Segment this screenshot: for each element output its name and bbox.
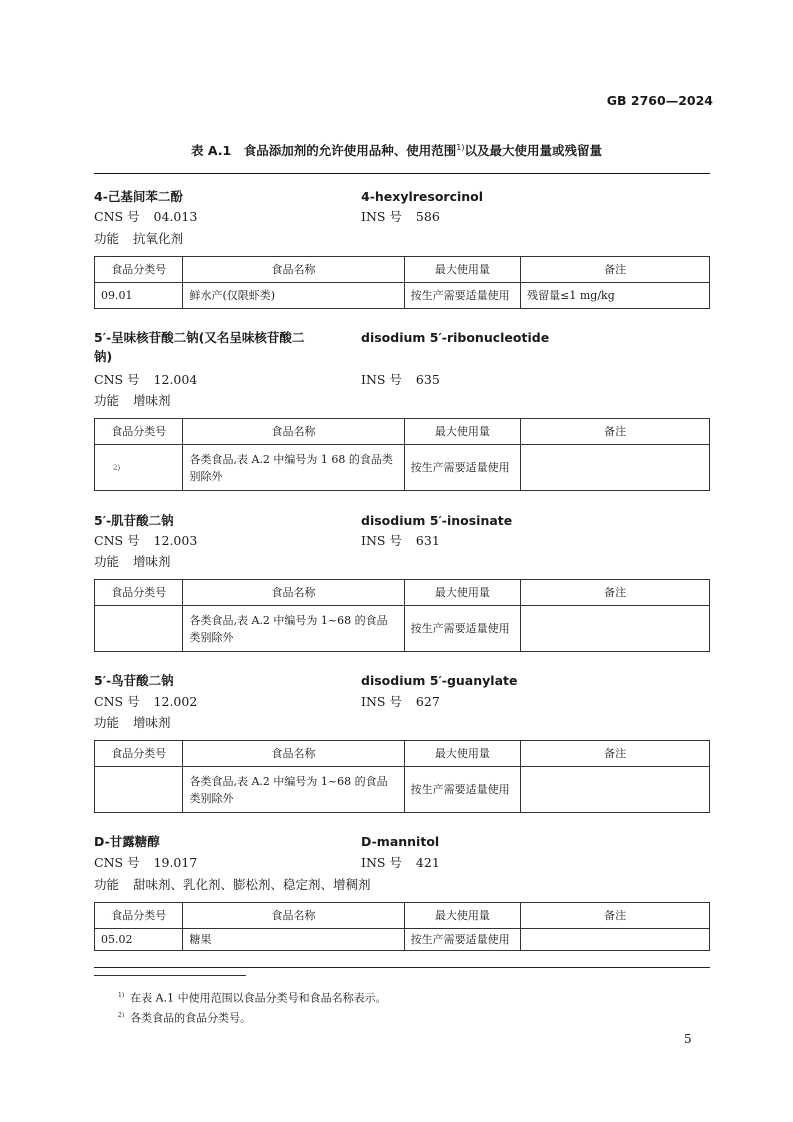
footnote-1 bbox=[118, 988, 387, 1007]
entry-2-table bbox=[94, 418, 710, 491]
cell-food: 鲜水产(仅限虾类) bbox=[183, 283, 404, 309]
col-header-code: 食品分类号 bbox=[95, 257, 183, 283]
page-number: 5 bbox=[684, 1032, 692, 1046]
footnote-text: 各类食品的食品分类号。 bbox=[130, 1011, 252, 1025]
col-header-note: 备注 bbox=[521, 580, 710, 606]
cell-food: 糖果 bbox=[183, 929, 404, 951]
col-header-note: 备注 bbox=[521, 741, 710, 767]
cell-food: 各类食品,表 A.2 中编号为 1~68 的食品类别除外 bbox=[183, 606, 404, 652]
cell-note: 残留量≤1 mg/kg bbox=[521, 283, 710, 309]
cns-value: 19.017 bbox=[153, 855, 198, 870]
footnote-mark: 1) bbox=[118, 992, 125, 999]
entry-5-cn-name: D-甘露糖醇 bbox=[94, 834, 160, 849]
function-label: 功能 bbox=[94, 393, 120, 408]
cns-value: 12.004 bbox=[153, 372, 198, 387]
cns-label: CNS 号 bbox=[94, 209, 140, 224]
ins-value: 586 bbox=[415, 209, 440, 224]
entry-2-ins bbox=[361, 371, 440, 389]
entry-3-function bbox=[94, 553, 171, 571]
col-header-note: 备注 bbox=[521, 903, 710, 929]
ins-label: INS 号 bbox=[361, 209, 402, 224]
cell-note bbox=[521, 767, 710, 813]
function-value: 增味剂 bbox=[133, 554, 171, 569]
cell-max: 按生产需要适量使用 bbox=[404, 767, 521, 813]
cell-code bbox=[95, 606, 183, 652]
entry-3-ins bbox=[361, 532, 440, 550]
entry-4-function bbox=[94, 714, 171, 732]
cell-code-footnote-mark: 2) bbox=[113, 464, 121, 472]
entry-4-en-name: disodium 5′-guanylate bbox=[361, 673, 518, 688]
col-header-code: 食品分类号 bbox=[95, 903, 183, 929]
cell-food: 各类食品,表 A.2 中编号为 1 68 的食品类别除外 bbox=[183, 445, 404, 491]
col-header-max: 最大使用量 bbox=[404, 741, 521, 767]
entry-1-en-name: 4-hexylresorcinol bbox=[361, 189, 484, 204]
entry-1-ins bbox=[361, 208, 440, 226]
cell-food: 各类食品,表 A.2 中编号为 1~68 的食品类别除外 bbox=[183, 767, 404, 813]
entry-2-cn-name-line1: 5′-呈味核苷酸二钠(又名呈味核苷酸二 bbox=[94, 330, 305, 345]
ins-label: INS 号 bbox=[361, 694, 402, 709]
col-header-note: 备注 bbox=[521, 419, 710, 445]
table-title-text: 表 A.1 食品添加剂的允许使用品种、使用范围 bbox=[191, 143, 457, 158]
col-header-max: 最大使用量 bbox=[404, 257, 521, 283]
entry-2-cns bbox=[94, 371, 197, 389]
entry-4-table bbox=[94, 740, 710, 813]
function-label: 功能 bbox=[94, 715, 120, 730]
entry-3-table bbox=[94, 579, 710, 652]
entry-1-cn-name: 4-己基间苯二酚 bbox=[94, 189, 183, 204]
entry-5-function bbox=[94, 876, 371, 894]
entry-5-cns bbox=[94, 854, 197, 872]
col-header-food: 食品名称 bbox=[183, 741, 404, 767]
col-header-food: 食品名称 bbox=[183, 419, 404, 445]
col-header-max: 最大使用量 bbox=[404, 903, 521, 929]
cns-value: 12.002 bbox=[153, 694, 198, 709]
entry-5-ins bbox=[361, 854, 440, 872]
table-title bbox=[0, 141, 793, 159]
cell-max: 按生产需要适量使用 bbox=[404, 445, 521, 491]
table-title-footnote-mark: 1) bbox=[456, 142, 465, 152]
entry-1-table bbox=[94, 256, 710, 309]
col-header-note: 备注 bbox=[521, 257, 710, 283]
ins-value: 631 bbox=[415, 533, 440, 548]
entry-3-en-name: disodium 5′-inosinate bbox=[361, 513, 513, 528]
entry-1-function bbox=[94, 230, 183, 248]
cns-value: 04.013 bbox=[153, 209, 198, 224]
function-value: 增味剂 bbox=[133, 715, 171, 730]
function-value: 抗氧化剂 bbox=[133, 231, 184, 246]
entry-2-en-name: disodium 5′-ribonucleotide bbox=[361, 330, 550, 345]
footnote-2 bbox=[118, 1008, 251, 1027]
entry-4-cns bbox=[94, 693, 197, 711]
footnote-rule bbox=[94, 975, 246, 976]
ins-value: 635 bbox=[415, 372, 440, 387]
cell-note bbox=[521, 929, 710, 951]
table-title-text-end: 以及最大使用量或残留量 bbox=[464, 143, 602, 158]
col-header-food: 食品名称 bbox=[183, 580, 404, 606]
cell-max: 按生产需要适量使用 bbox=[404, 929, 521, 951]
entry-3-cns bbox=[94, 532, 197, 550]
cell-max: 按生产需要适量使用 bbox=[404, 606, 521, 652]
cell-code: 05.02 bbox=[95, 929, 183, 951]
top-rule bbox=[94, 173, 710, 174]
cns-label: CNS 号 bbox=[94, 694, 140, 709]
entry-2-cn-name-line2: 钠) bbox=[94, 349, 113, 364]
col-header-max: 最大使用量 bbox=[404, 580, 521, 606]
entry-2-function bbox=[94, 392, 171, 410]
entry-1-cns bbox=[94, 208, 197, 226]
col-header-code: 食品分类号 bbox=[95, 580, 183, 606]
col-header-food: 食品名称 bbox=[183, 257, 404, 283]
entry-5-en-name: D-mannitol bbox=[361, 834, 440, 849]
cns-label: CNS 号 bbox=[94, 533, 140, 548]
footnote-text: 在表 A.1 中使用范围以食品分类号和食品名称表示。 bbox=[130, 991, 387, 1005]
ins-label: INS 号 bbox=[361, 533, 402, 548]
function-label: 功能 bbox=[94, 877, 120, 892]
cns-label: CNS 号 bbox=[94, 372, 140, 387]
entry-3-cn-name: 5′-肌苷酸二钠 bbox=[94, 513, 174, 528]
cns-label: CNS 号 bbox=[94, 855, 140, 870]
entry-4-cn-name: 5′-鸟苷酸二钠 bbox=[94, 673, 174, 688]
function-label: 功能 bbox=[94, 231, 120, 246]
bottom-rule bbox=[94, 967, 710, 968]
entry-4-ins bbox=[361, 693, 440, 711]
function-label: 功能 bbox=[94, 554, 120, 569]
function-value: 甜味剂、乳化剂、膨松剂、稳定剂、增稠剂 bbox=[133, 877, 371, 892]
function-value: 增味剂 bbox=[133, 393, 171, 408]
cns-value: 12.003 bbox=[153, 533, 198, 548]
col-header-food: 食品名称 bbox=[183, 903, 404, 929]
ins-label: INS 号 bbox=[361, 372, 402, 387]
footnote-mark: 2) bbox=[118, 1012, 125, 1019]
col-header-code: 食品分类号 bbox=[95, 741, 183, 767]
cell-code: 09.01 bbox=[95, 283, 183, 309]
cell-max: 按生产需要适量使用 bbox=[404, 283, 521, 309]
col-header-code: 食品分类号 bbox=[95, 419, 183, 445]
cell-note bbox=[521, 445, 710, 491]
cell-note bbox=[521, 606, 710, 652]
ins-label: INS 号 bbox=[361, 855, 402, 870]
cell-code bbox=[95, 767, 183, 813]
col-header-max: 最大使用量 bbox=[404, 419, 521, 445]
ins-value: 627 bbox=[415, 694, 440, 709]
entry-5-table bbox=[94, 902, 710, 951]
ins-value: 421 bbox=[415, 855, 440, 870]
standard-number: GB 2760—2024 bbox=[606, 93, 713, 108]
